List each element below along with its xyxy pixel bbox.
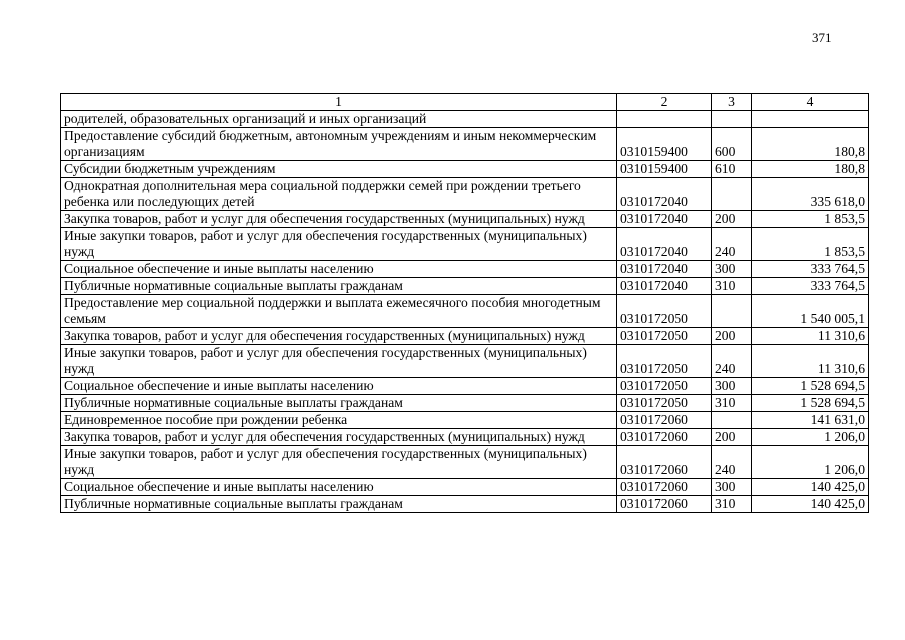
row-code-cell: 0310172040	[617, 211, 712, 228]
row-name-cell: Единовременное пособие при рождении ребенка	[61, 412, 617, 429]
row-code-cell: 0310172040	[617, 261, 712, 278]
row-type-cell: 600	[712, 128, 752, 161]
row-type-cell: 300	[712, 261, 752, 278]
row-code-cell: 0310172060	[617, 446, 712, 479]
row-amount-cell: 140 425,0	[752, 479, 869, 496]
row-code-cell	[617, 111, 712, 128]
row-type-cell: 300	[712, 479, 752, 496]
table-row	[61, 345, 869, 378]
column-header-4: 4	[752, 94, 869, 111]
row-amount-cell: 180,8	[752, 161, 869, 178]
row-amount-cell: 335 618,0	[752, 178, 869, 211]
row-type-cell: 310	[712, 496, 752, 513]
row-name-cell: Социальное обеспечение и иные выплаты населению	[61, 261, 617, 278]
row-amount-cell: 140 425,0	[752, 496, 869, 513]
row-code-cell: 0310159400	[617, 128, 712, 161]
row-name-cell: Субсидии бюджетным учреждениям	[61, 161, 617, 178]
row-amount-cell: 1 528 694,5	[752, 378, 869, 395]
row-code-cell: 0310172060	[617, 429, 712, 446]
row-amount-cell: 141 631,0	[752, 412, 869, 429]
table-row	[61, 295, 869, 328]
row-amount-cell: 180,8	[752, 128, 869, 161]
table-body	[61, 94, 869, 513]
row-type-cell: 200	[712, 211, 752, 228]
row-name-cell: Социальное обеспечение и иные выплаты населению	[61, 479, 617, 496]
row-type-cell	[712, 295, 752, 328]
column-header-2: 2	[617, 94, 712, 111]
row-code-cell: 0310172040	[617, 228, 712, 261]
table-row	[61, 128, 869, 161]
row-type-cell	[712, 178, 752, 211]
row-type-cell	[712, 412, 752, 429]
row-name-cell: Закупка товаров, работ и услуг для обеспечения государственных (муниципальных) нужд	[61, 328, 617, 345]
row-amount-cell: 1 528 694,5	[752, 395, 869, 412]
table-row	[61, 178, 869, 211]
row-code-cell: 0310172050	[617, 328, 712, 345]
row-code-cell: 0310172040	[617, 178, 712, 211]
row-code-cell: 0310172040	[617, 278, 712, 295]
table-row	[61, 395, 869, 412]
table-row	[61, 429, 869, 446]
page-number: 371	[812, 30, 832, 45]
table-row	[61, 328, 869, 345]
row-amount-cell: 11 310,6	[752, 345, 869, 378]
row-type-cell: 200	[712, 328, 752, 345]
table-row	[61, 446, 869, 479]
row-amount-cell: 1 206,0	[752, 429, 869, 446]
table-row	[61, 261, 869, 278]
row-type-cell: 240	[712, 446, 752, 479]
row-amount-cell	[752, 111, 869, 128]
row-type-cell	[712, 111, 752, 128]
row-code-cell: 0310172060	[617, 496, 712, 513]
table-row	[61, 412, 869, 429]
table-row	[61, 211, 869, 228]
row-type-cell: 240	[712, 228, 752, 261]
table-row	[61, 496, 869, 513]
row-name-cell: Социальное обеспечение и иные выплаты населению	[61, 378, 617, 395]
row-amount-cell: 1 540 005,1	[752, 295, 869, 328]
row-type-cell: 310	[712, 278, 752, 295]
table-row	[61, 228, 869, 261]
row-name-cell: родителей, образовательных организаций и иных организаций	[61, 111, 617, 128]
row-name-cell: Иные закупки товаров, работ и услуг для обеспечения государственных (муниципальных) нужд	[61, 228, 617, 261]
table-row	[61, 278, 869, 295]
row-name-cell: Предоставление мер социальной поддержки и выплата ежемесячного пособия многодетным семьям	[61, 295, 617, 328]
row-amount-cell: 11 310,6	[752, 328, 869, 345]
row-amount-cell: 1 206,0	[752, 446, 869, 479]
column-header-1: 1	[61, 94, 617, 111]
table-row	[61, 479, 869, 496]
table-header-row	[61, 94, 869, 111]
row-code-cell: 0310172060	[617, 479, 712, 496]
row-name-cell: Публичные нормативные социальные выплаты гражданам	[61, 395, 617, 412]
row-code-cell: 0310172060	[617, 412, 712, 429]
row-amount-cell: 1 853,5	[752, 211, 869, 228]
row-name-cell: Предоставление субсидий бюджетным, автономным учреждениям и иным некоммерческим организациям	[61, 128, 617, 161]
table-row	[61, 378, 869, 395]
row-code-cell: 0310159400	[617, 161, 712, 178]
budget-table	[60, 93, 869, 513]
row-name-cell: Публичные нормативные социальные выплаты гражданам	[61, 278, 617, 295]
table-row	[61, 161, 869, 178]
row-code-cell: 0310172050	[617, 378, 712, 395]
row-code-cell: 0310172050	[617, 345, 712, 378]
row-name-cell: Однократная дополнительная мера социальной поддержки семей при рождении третьего ребенка или последующих детей	[61, 178, 617, 211]
row-code-cell: 0310172050	[617, 295, 712, 328]
row-name-cell: Иные закупки товаров, работ и услуг для обеспечения государственных (муниципальных) нужд	[61, 345, 617, 378]
row-name-cell: Иные закупки товаров, работ и услуг для обеспечения государственных (муниципальных) нужд	[61, 446, 617, 479]
row-amount-cell: 333 764,5	[752, 278, 869, 295]
row-type-cell: 300	[712, 378, 752, 395]
row-type-cell: 200	[712, 429, 752, 446]
row-type-cell: 610	[712, 161, 752, 178]
row-name-cell: Закупка товаров, работ и услуг для обеспечения государственных (муниципальных) нужд	[61, 211, 617, 228]
row-name-cell: Публичные нормативные социальные выплаты гражданам	[61, 496, 617, 513]
row-type-cell: 310	[712, 395, 752, 412]
column-header-3: 3	[712, 94, 752, 111]
row-amount-cell: 1 853,5	[752, 228, 869, 261]
row-type-cell: 240	[712, 345, 752, 378]
row-name-cell: Закупка товаров, работ и услуг для обеспечения государственных (муниципальных) нужд	[61, 429, 617, 446]
table-row	[61, 111, 869, 128]
row-amount-cell: 333 764,5	[752, 261, 869, 278]
row-code-cell: 0310172050	[617, 395, 712, 412]
